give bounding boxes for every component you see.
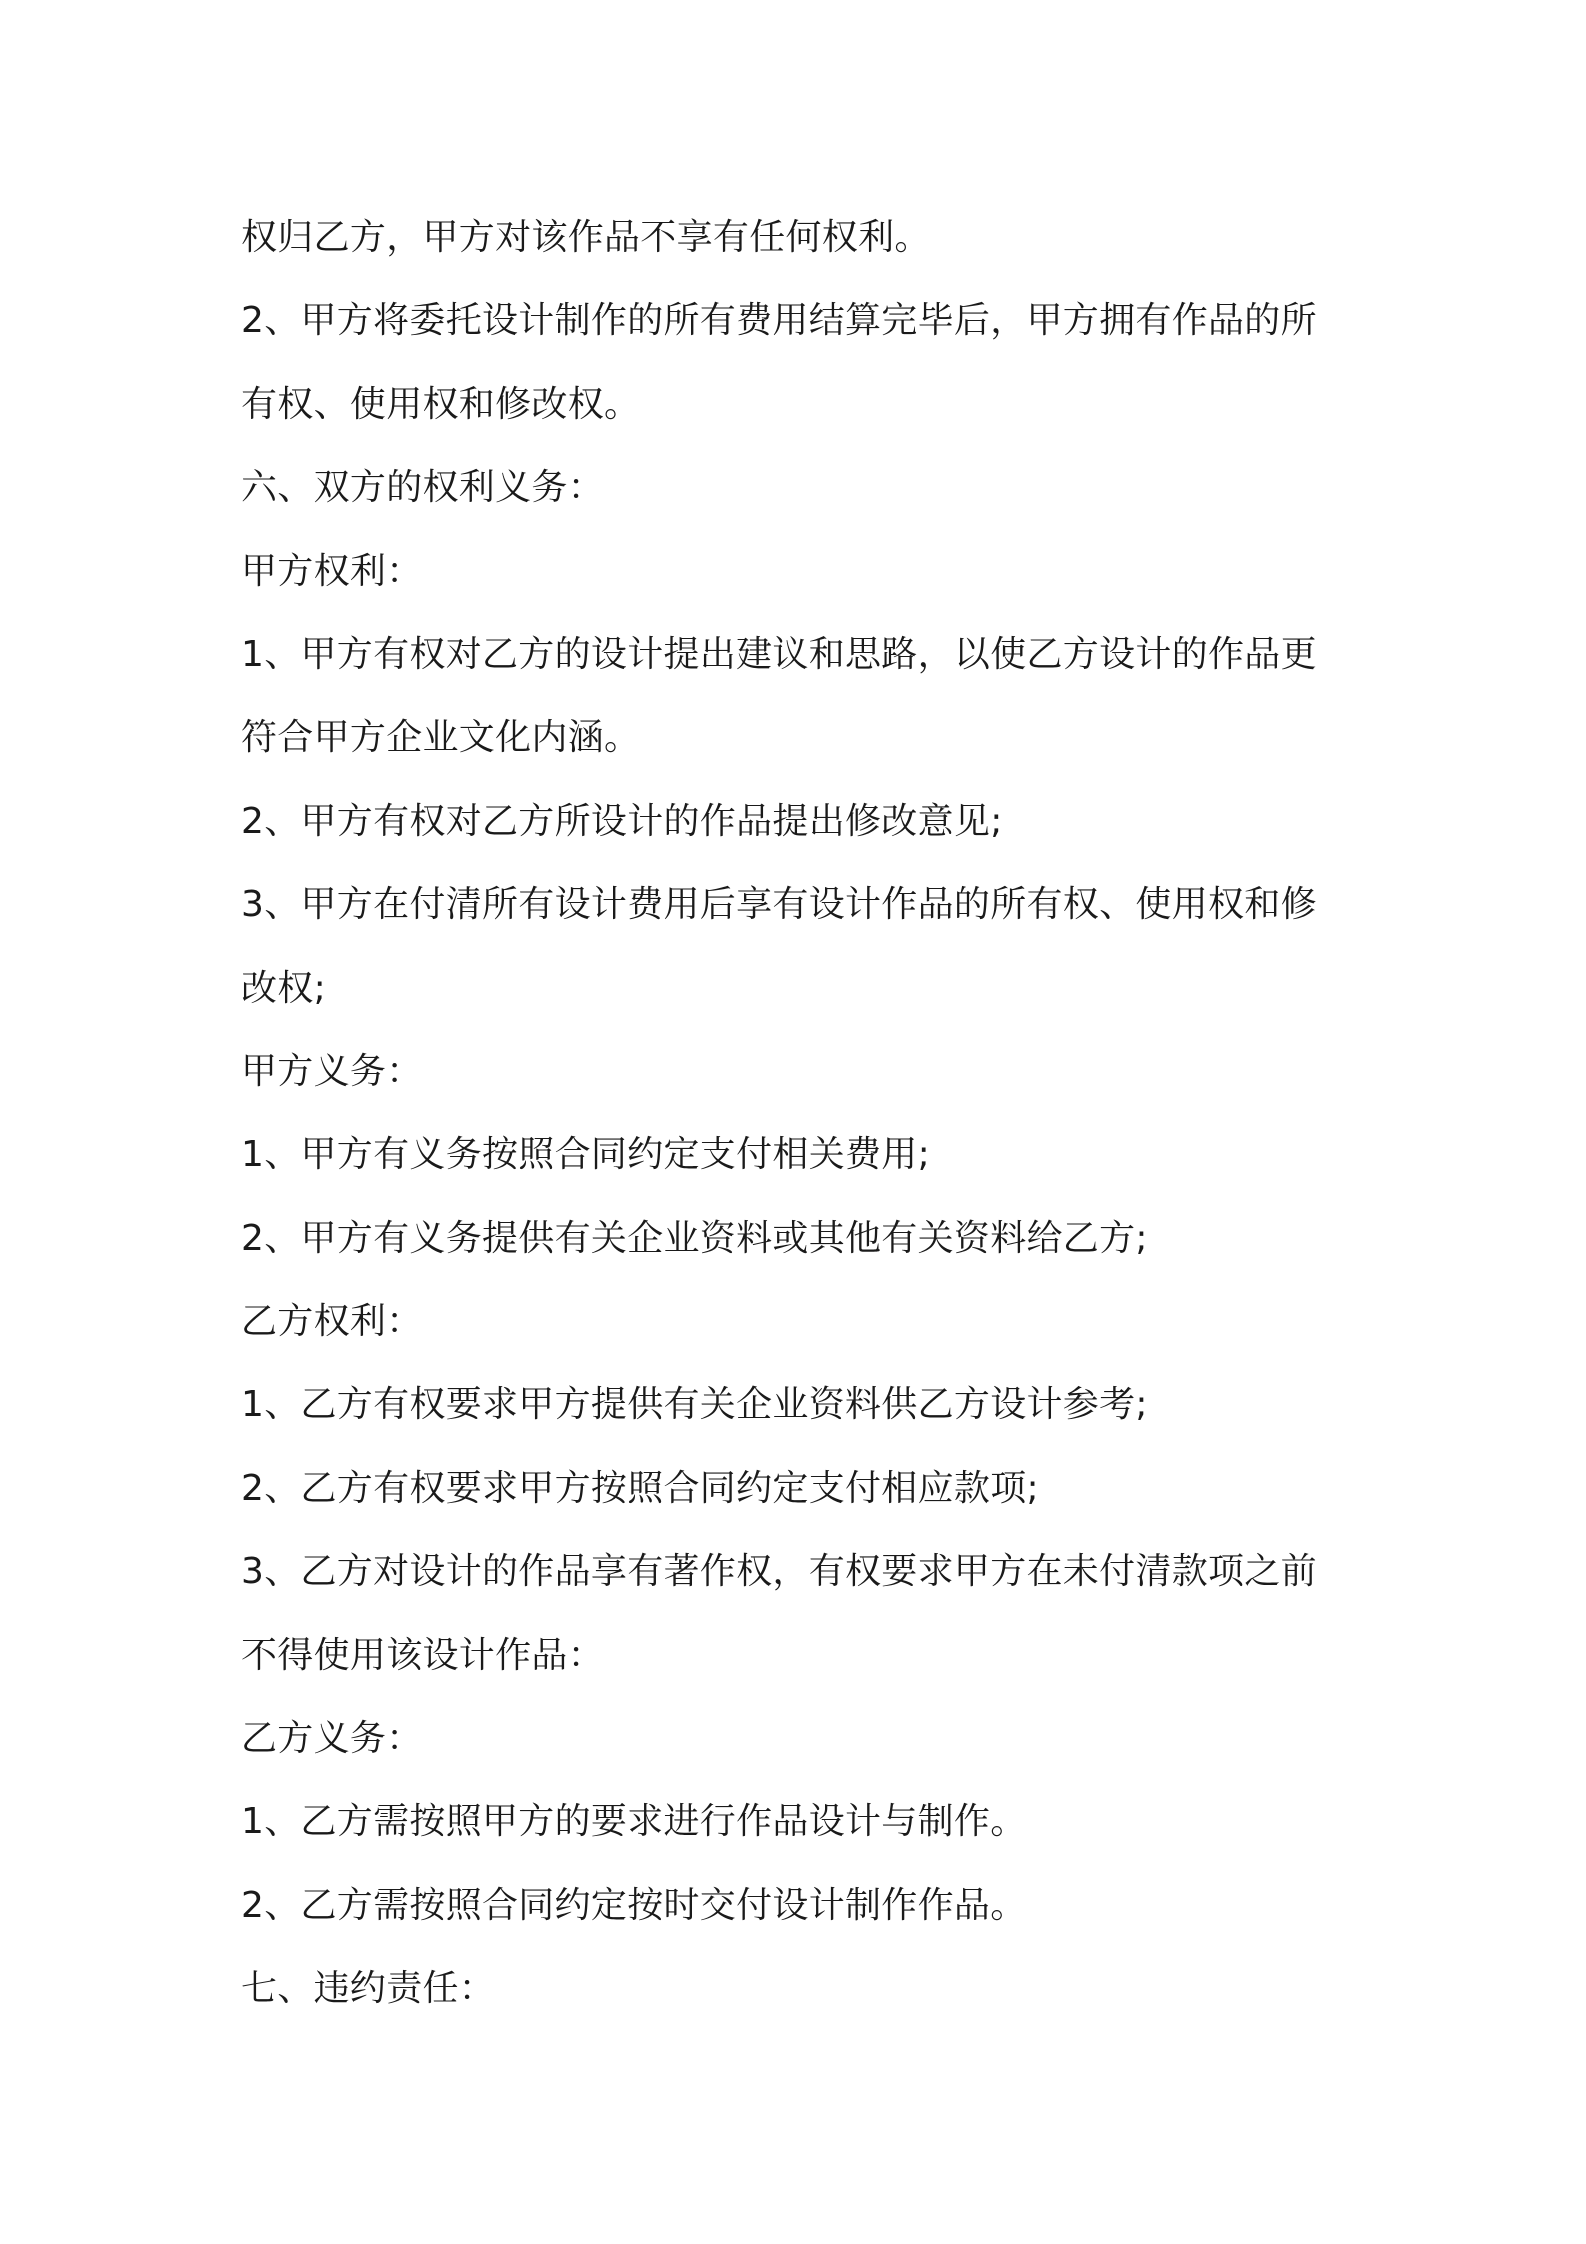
section-heading: 七、违约责任：: [241, 1968, 496, 2010]
text-line: 1、乙方有权要求甲方提供有关企业资料供乙方设计参考;: [241, 1384, 1148, 1426]
text-line: 3、乙方对设计的作品享有著作权，有权要求甲方在未付清款项之前: [241, 1551, 1317, 1593]
text-line: 2、乙方需按照合同约定按时交付设计制作作品。: [241, 1884, 1027, 1926]
text-line: 改权;: [241, 967, 327, 1009]
text-line: 有权、使用权和修改权。: [241, 383, 641, 425]
subsection-heading: 乙方权利：: [241, 1301, 423, 1343]
text-line: 3、甲方在付清所有设计费用后享有设计作品的所有权、使用权和修: [241, 884, 1317, 926]
subsection-heading: 乙方义务：: [241, 1718, 423, 1760]
text-line: 2、甲方有义务提供有关企业资料或其他有关资料给乙方;: [241, 1217, 1148, 1259]
text-line: 2、乙方有权要求甲方按照合同约定支付相应款项;: [241, 1467, 1039, 1509]
text-line: 不得使用该设计作品：: [241, 1634, 605, 1676]
text-line: 符合甲方企业文化内涵。: [241, 717, 641, 759]
text-line: 2、甲方有权对乙方所设计的作品提出修改意见;: [241, 800, 1003, 842]
text-line: 1、甲方有义务按照合同约定支付相关费用;: [241, 1134, 931, 1176]
section-heading: 六、双方的权利义务：: [241, 467, 605, 509]
text-line: 1、乙方需按照甲方的要求进行作品设计与制作。: [241, 1801, 1027, 1843]
subsection-heading: 甲方义务：: [241, 1050, 423, 1092]
text-line: 1、甲方有权对乙方的设计提出建议和思路，以使乙方设计的作品更: [241, 633, 1317, 675]
text-line: 权归乙方，甲方对该作品不享有任何权利。: [241, 217, 931, 258]
subsection-heading: 甲方权利：: [241, 550, 423, 592]
text-line: 2、甲方将委托设计制作的所有费用结算完毕后，甲方拥有作品的所: [241, 300, 1317, 342]
document-body: [241, 196, 1361, 2031]
